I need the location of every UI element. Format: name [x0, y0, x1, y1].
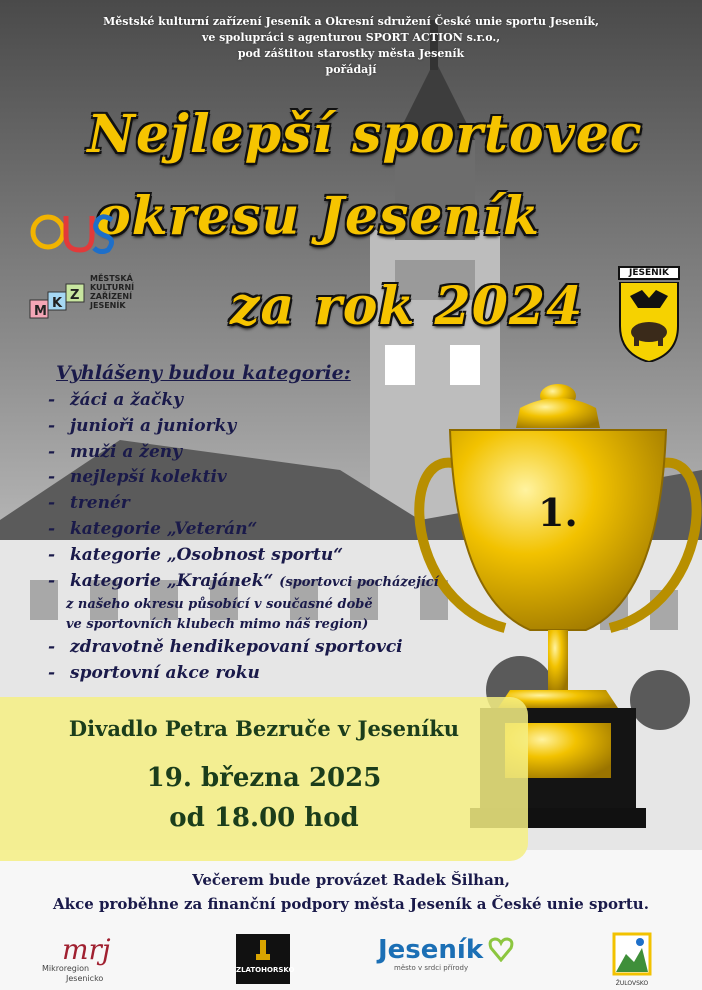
zulovsko-text: ŽULOVSKO	[615, 980, 649, 987]
category-label: žáci a žačky	[70, 390, 184, 410]
jesenik-city-logo	[378, 936, 528, 984]
category-item: - zdravotně hendikepovaní sportovci	[48, 637, 403, 658]
krajanek-note-line: z našeho okresu působící v současné době	[66, 597, 373, 613]
mkz-logo	[26, 270, 88, 328]
footer-line: Večerem bude provázet Radek Šilhan,	[192, 871, 510, 889]
mkz-logo-text	[90, 274, 134, 310]
category-label: nejlepší kolektiv	[70, 467, 227, 488]
mrj-logo-text: Mikroregion	[42, 964, 90, 973]
heart-icon	[488, 936, 514, 962]
crest-label: JESENÍK	[618, 266, 680, 280]
footer-text	[0, 868, 702, 916]
categories-list	[48, 388, 439, 687]
krajanek-note-line: ve sportovních klubech mimo náš region)	[66, 617, 369, 633]
jesenik-crest	[618, 282, 680, 362]
title-line-1: Nejlepší sportovec	[87, 104, 643, 165]
cus-logo	[30, 208, 116, 254]
category-item: - kategorie „Krajánek“ (sportovci pocházející	[48, 570, 439, 591]
category-label: muži a ženy	[70, 441, 183, 462]
event-time: od 18.00 hod	[169, 803, 359, 833]
category-item: - trenér	[48, 493, 130, 514]
svg-text:Z: Z	[70, 288, 80, 303]
zulovsko-logo	[612, 932, 652, 987]
mrj-logo	[42, 933, 132, 984]
jesenik-city-slogan: město v srdci přírody	[394, 964, 469, 972]
category-item: - kategorie „Osobnost sportu“	[48, 544, 344, 565]
organizers-line: Městské kulturní zařízení Jeseník a Okresní sdružení České unie sportu Jeseník,	[103, 15, 599, 28]
krajanek-note: (sportovci pocházející	[279, 574, 439, 590]
mkz-logo-line: MĚSTSKÁ	[90, 274, 133, 283]
category-item: - kategorie „Veterán“	[48, 518, 258, 539]
organizers-line: pod záštitou starostky města Jeseník	[237, 47, 465, 60]
organizers-line: ve spolupráci s agenturou SPORT ACTION s.r.o.,	[201, 31, 501, 44]
category-label: trenér	[70, 493, 130, 514]
organizers-line: pořádají	[325, 63, 377, 76]
category-label: sportovní akce roku	[70, 663, 260, 684]
zulovsko-emblem	[612, 932, 652, 976]
zlatohorsko-logo	[236, 934, 295, 984]
mkz-logo-line: JESENÍK	[90, 301, 126, 310]
mrj-logo-mark: mrj	[62, 933, 111, 966]
mkz-logo-line: ZAŘÍZENÍ	[90, 292, 133, 301]
mkz-logo-line: KULTURNÍ	[90, 283, 135, 292]
category-item: - junioři a juniorky	[48, 415, 237, 436]
title-line-3: za rok 2024	[230, 276, 584, 337]
category-label: kategorie „Krajánek“	[70, 570, 274, 591]
event-date: 19. března 2025	[146, 763, 382, 793]
category-item: - muži a ženy	[48, 441, 183, 462]
category-item: - žáci a žačky	[48, 390, 184, 410]
category-label: junioři a juniorky	[70, 415, 237, 436]
organizers-block	[0, 14, 702, 78]
category-item: - nejlepší kolektiv	[48, 467, 227, 488]
title-line-2: okresu Jeseník	[96, 186, 541, 247]
categories-heading: Vyhlášeny budou kategorie:	[56, 362, 351, 384]
zlatohorsko-emblem	[236, 934, 290, 964]
category-label: kategorie „Osobnost sportu“	[70, 544, 344, 565]
svg-text:K: K	[52, 296, 63, 311]
category-item: - sportovní akce roku	[48, 663, 260, 684]
event-venue: Divadlo Petra Bezruče v Jeseníku	[68, 716, 460, 741]
category-label: kategorie „Veterán“	[70, 518, 258, 539]
category-label: zdravotně hendikepovaní sportovci	[70, 637, 403, 658]
mrj-logo-text: Jesenicko	[66, 974, 104, 983]
zlatohorsko-text: ZLATOHORSKO	[236, 966, 295, 974]
jesenik-city-wordmark: Jeseník	[378, 935, 484, 965]
footer-line: Akce proběhne za finanční podpory města Jeseník a České unie sportu.	[53, 895, 649, 913]
trophy-rank-label: 1.	[538, 490, 578, 535]
svg-text:M: M	[34, 304, 47, 319]
